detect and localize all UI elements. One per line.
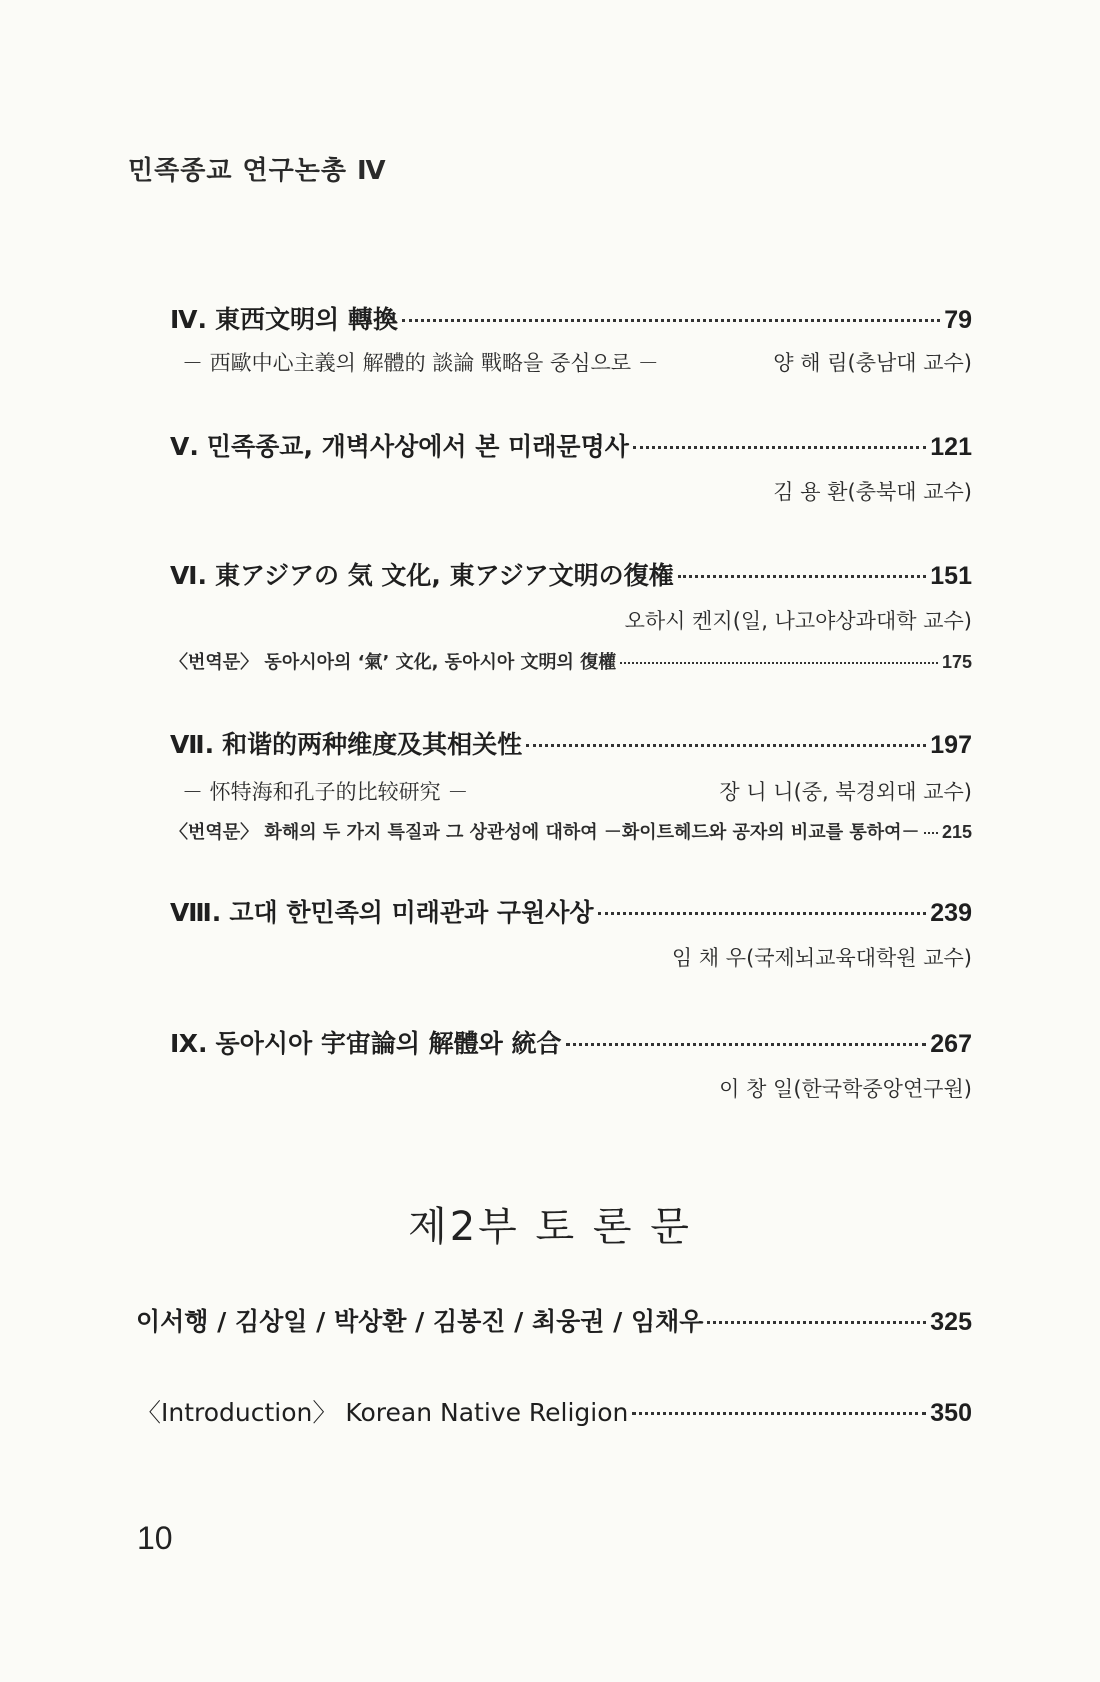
entry-4-details bbox=[170, 347, 972, 377]
entry-subtitle: － 西歐中心主義의 解體的 談論 戰略을 중심으로 － bbox=[182, 351, 659, 375]
toc-introduction[interactable] bbox=[136, 1393, 972, 1427]
leader-dots bbox=[598, 912, 927, 915]
page-number: 10 bbox=[137, 1520, 173, 1556]
entry-title: 동아시아 宇宙論의 解體와 統合 bbox=[215, 1029, 562, 1058]
toc-discussants[interactable] bbox=[136, 1302, 972, 1336]
leader-dots bbox=[707, 1321, 926, 1324]
entry-page: 79 bbox=[944, 306, 972, 334]
entry-title: 東西文明의 轉換 bbox=[214, 305, 398, 334]
translation-page: 215 bbox=[941, 822, 972, 842]
entry-page: 197 bbox=[930, 731, 972, 759]
entry-author: 이 창 일(한국학중앙연구원) bbox=[719, 1077, 972, 1101]
leader-dots bbox=[632, 1412, 926, 1415]
entry-author: 임 채 우(국제뇌교육대학원 교수) bbox=[671, 946, 972, 970]
entry-title: 和谐的两种维度及其相关性 bbox=[222, 730, 523, 759]
running-head: 민족종교 연구논총 Ⅳ bbox=[128, 156, 387, 186]
entry-author: 양 해 림(충남대 교수) bbox=[773, 351, 972, 375]
entry-number: Ⅴ. bbox=[170, 432, 199, 461]
entry-title: 민족종교, 개벽사상에서 본 미래문명사 bbox=[206, 432, 629, 461]
entry-page: 239 bbox=[930, 899, 972, 927]
toc-entry-9[interactable] bbox=[170, 1024, 972, 1058]
toc-entry-8[interactable] bbox=[170, 893, 972, 927]
part-2-heading: 제2부 토 론 문 bbox=[408, 1204, 692, 1250]
translation-title: 〈번역문〉 화해의 두 가지 특질과 그 상관성에 대하여 －화이트헤드와 공자의 비교를 통하여－ bbox=[170, 822, 920, 843]
entry-page: 151 bbox=[930, 562, 972, 590]
translation-page: 175 bbox=[941, 652, 972, 672]
entry-author: 장 니 니(중, 북경외대 교수) bbox=[719, 780, 972, 804]
leader-dots bbox=[620, 662, 938, 664]
introduction-page: 350 bbox=[930, 1399, 972, 1427]
entry-page: 121 bbox=[930, 433, 972, 461]
entry-author: 오하시 켄지(일, 나고야상과대학 교수) bbox=[624, 609, 972, 633]
leader-dots bbox=[402, 319, 940, 322]
entry-number: Ⅵ. bbox=[170, 561, 207, 590]
toc-entry-7[interactable] bbox=[170, 725, 972, 759]
discussants-page: 325 bbox=[930, 1308, 972, 1336]
discussants-title: 이서행 / 김상일 / 박상환 / 김봉진 / 최웅권 / 임채우 bbox=[136, 1307, 704, 1336]
entry-7-details bbox=[170, 776, 972, 806]
toc-entry-4[interactable] bbox=[170, 300, 972, 334]
toc-translation-7[interactable] bbox=[170, 818, 972, 844]
entry-number: Ⅸ. bbox=[170, 1029, 208, 1058]
entry-title: 東アジアの 気 文化, 東アジア文明の復権 bbox=[214, 561, 674, 590]
entry-subtitle: － 怀特海和孔子的比较研究 － bbox=[182, 780, 469, 804]
toc-entry-6[interactable] bbox=[170, 556, 972, 590]
leader-dots bbox=[678, 575, 927, 578]
entry-author: 김 용 환(충북대 교수) bbox=[773, 480, 972, 504]
entry-page: 267 bbox=[930, 1030, 972, 1058]
translation-title: 〈번역문〉 동아시아의 ‘氣’ 文化, 동아시아 文明의 復權 bbox=[170, 652, 617, 673]
introduction-title: 〈Introduction〉 Korean Native Religion bbox=[136, 1398, 629, 1427]
leader-dots bbox=[633, 446, 926, 449]
toc-entry-5[interactable] bbox=[170, 427, 972, 461]
toc-translation-6[interactable] bbox=[170, 648, 972, 674]
leader-dots bbox=[526, 744, 926, 747]
leader-dots bbox=[566, 1043, 927, 1046]
entry-number: Ⅶ. bbox=[170, 730, 215, 759]
entry-number: Ⅷ. bbox=[170, 898, 222, 927]
leader-dots bbox=[924, 832, 938, 834]
entry-number: Ⅳ. bbox=[170, 305, 207, 334]
entry-title: 고대 한민족의 미래관과 구원사상 bbox=[229, 898, 594, 927]
